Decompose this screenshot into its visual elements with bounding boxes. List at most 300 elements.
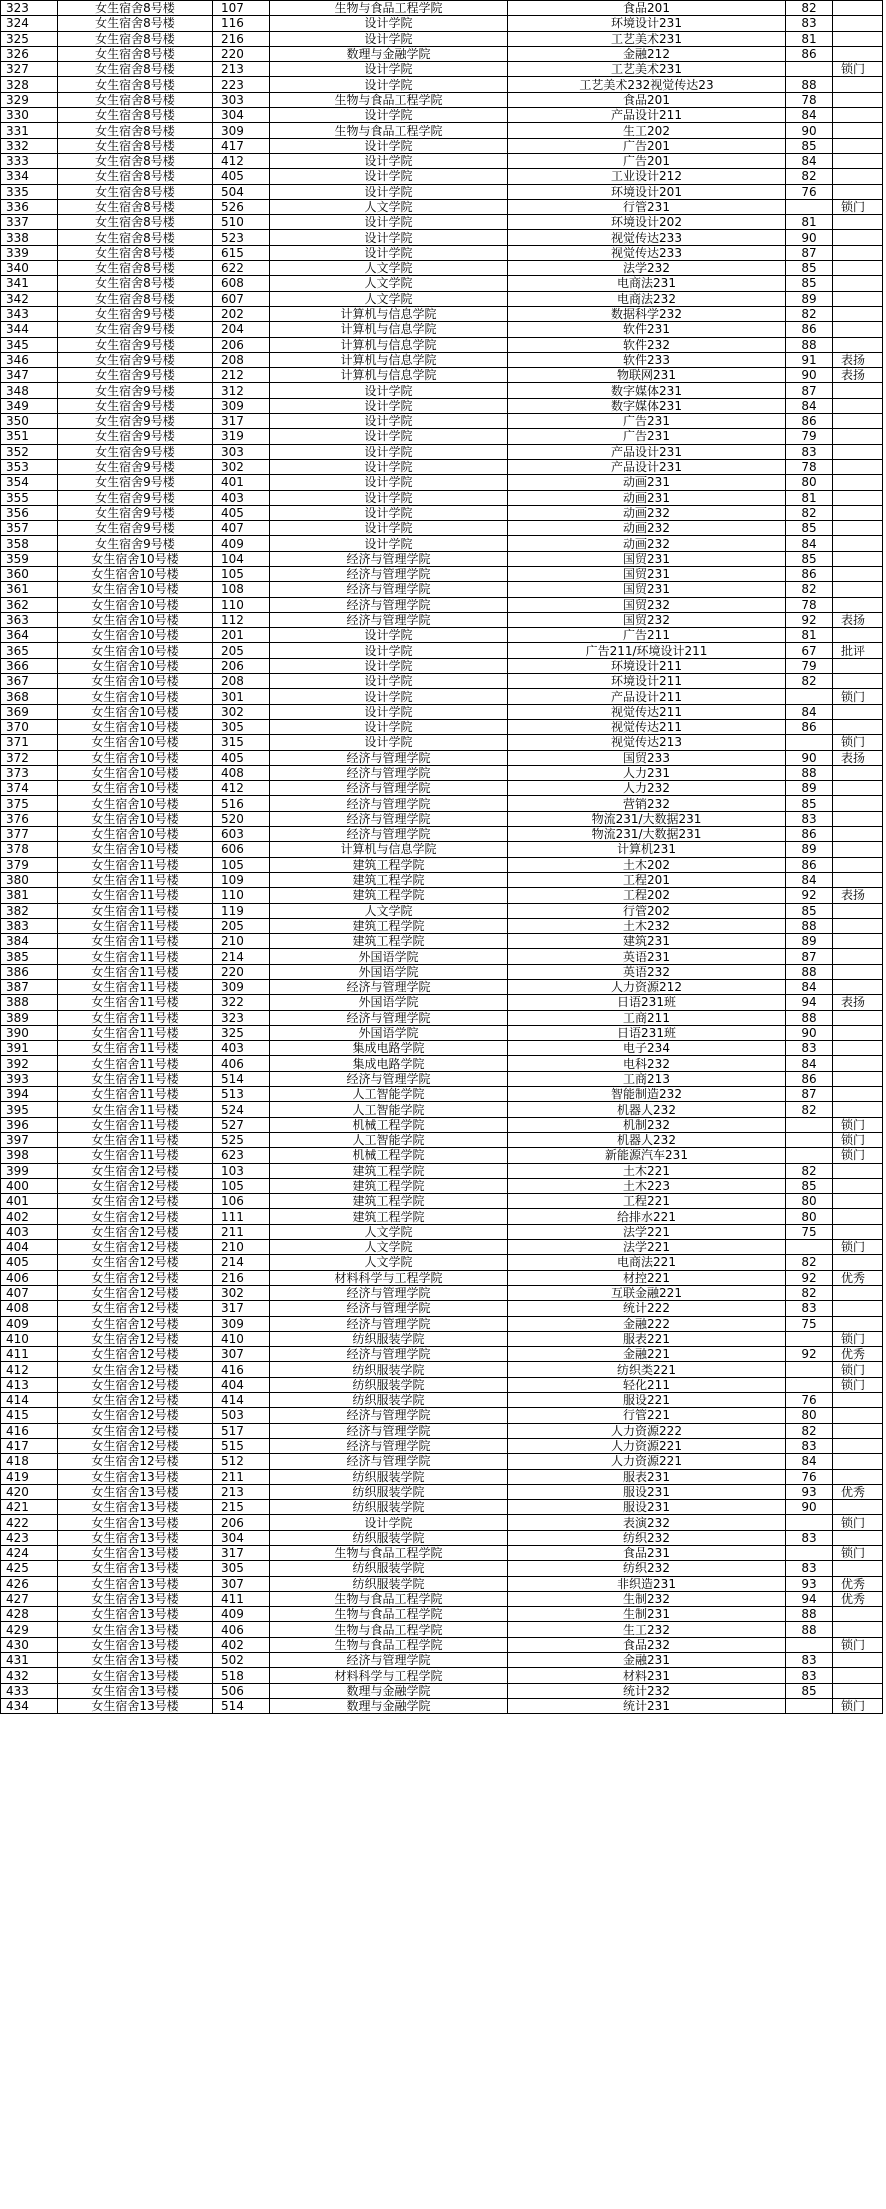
note-cell[interactable] [833,1469,883,1484]
building-cell[interactable]: 女生宿舍12号楼 [58,1362,213,1377]
row-number-cell[interactable]: 403 [1,1224,58,1239]
building-cell[interactable]: 女生宿舍9号楼 [58,429,213,444]
note-cell[interactable] [833,597,883,612]
class-cell[interactable]: 机器人232 [508,1132,786,1147]
college-cell[interactable]: 经济与管理学院 [270,1285,508,1300]
class-cell[interactable]: 土木221 [508,1163,786,1178]
note-cell[interactable] [833,964,883,979]
college-cell[interactable]: 集成电路学院 [270,1056,508,1071]
row-number-cell[interactable]: 327 [1,62,58,77]
building-cell[interactable]: 女生宿舍12号楼 [58,1194,213,1209]
row-number-cell[interactable]: 420 [1,1484,58,1499]
note-cell[interactable]: 优秀 [833,1576,883,1591]
college-cell[interactable]: 设计学院 [270,215,508,230]
class-cell[interactable]: 产品设计211 [508,689,786,704]
class-cell[interactable]: 工业设计212 [508,169,786,184]
class-cell[interactable]: 生制231 [508,1607,786,1622]
building-cell[interactable]: 女生宿舍12号楼 [58,1255,213,1270]
note-cell[interactable]: 锁门 [833,1545,883,1560]
score-cell[interactable]: 86 [786,857,833,872]
college-cell[interactable]: 计算机与信息学院 [270,322,508,337]
college-cell[interactable]: 生物与食品工程学院 [270,1591,508,1606]
class-cell[interactable]: 视觉传达211 [508,704,786,719]
note-cell[interactable] [833,1561,883,1576]
building-cell[interactable]: 女生宿舍10号楼 [58,719,213,734]
building-cell[interactable]: 女生宿舍10号楼 [58,750,213,765]
college-cell[interactable]: 计算机与信息学院 [270,352,508,367]
building-cell[interactable]: 女生宿舍12号楼 [58,1454,213,1469]
row-number-cell[interactable]: 387 [1,980,58,995]
class-cell[interactable]: 电科232 [508,1056,786,1071]
row-number-cell[interactable]: 352 [1,444,58,459]
room-cell[interactable]: 111 [213,1209,270,1224]
room-cell[interactable]: 214 [213,949,270,964]
note-cell[interactable] [833,1454,883,1469]
score-cell[interactable]: 85 [786,261,833,276]
row-number-cell[interactable]: 349 [1,398,58,413]
building-cell[interactable]: 女生宿舍12号楼 [58,1438,213,1453]
college-cell[interactable]: 计算机与信息学院 [270,306,508,321]
room-cell[interactable]: 406 [213,1622,270,1637]
note-cell[interactable] [833,46,883,61]
college-cell[interactable]: 建筑工程学院 [270,934,508,949]
row-number-cell[interactable]: 407 [1,1285,58,1300]
college-cell[interactable]: 经济与管理学院 [270,566,508,581]
room-cell[interactable]: 302 [213,704,270,719]
note-cell[interactable] [833,1668,883,1683]
class-cell[interactable]: 电商法221 [508,1255,786,1270]
building-cell[interactable]: 女生宿舍12号楼 [58,1377,213,1392]
row-number-cell[interactable]: 356 [1,505,58,520]
building-cell[interactable]: 女生宿舍9号楼 [58,383,213,398]
note-cell[interactable] [833,980,883,995]
score-cell[interactable]: 85 [786,1178,833,1193]
room-cell[interactable]: 312 [213,383,270,398]
class-cell[interactable]: 数字媒体231 [508,383,786,398]
row-number-cell[interactable]: 339 [1,245,58,260]
class-cell[interactable]: 互联金融221 [508,1285,786,1300]
note-cell[interactable] [833,108,883,123]
score-cell[interactable]: 75 [786,1316,833,1331]
college-cell[interactable]: 纺织服装学院 [270,1362,508,1377]
note-cell[interactable] [833,949,883,964]
building-cell[interactable]: 女生宿舍13号楼 [58,1591,213,1606]
room-cell[interactable]: 409 [213,536,270,551]
score-cell[interactable]: 90 [786,1500,833,1515]
note-cell[interactable] [833,306,883,321]
building-cell[interactable]: 女生宿舍8号楼 [58,108,213,123]
class-cell[interactable]: 新能源汽车231 [508,1148,786,1163]
building-cell[interactable]: 女生宿舍13号楼 [58,1653,213,1668]
college-cell[interactable]: 材料科学与工程学院 [270,1270,508,1285]
class-cell[interactable]: 电商法231 [508,276,786,291]
college-cell[interactable]: 建筑工程学院 [270,888,508,903]
score-cell[interactable]: 85 [786,1683,833,1698]
row-number-cell[interactable]: 402 [1,1209,58,1224]
class-cell[interactable]: 物流231/大数据231 [508,827,786,842]
college-cell[interactable]: 经济与管理学院 [270,811,508,826]
building-cell[interactable]: 女生宿舍10号楼 [58,827,213,842]
room-cell[interactable]: 204 [213,322,270,337]
class-cell[interactable]: 土木202 [508,857,786,872]
note-cell[interactable] [833,582,883,597]
college-cell[interactable]: 纺织服装学院 [270,1484,508,1499]
score-cell[interactable]: 90 [786,230,833,245]
room-cell[interactable]: 406 [213,1056,270,1071]
row-number-cell[interactable]: 408 [1,1301,58,1316]
room-cell[interactable]: 517 [213,1423,270,1438]
row-number-cell[interactable]: 418 [1,1454,58,1469]
note-cell[interactable] [833,1530,883,1545]
score-cell[interactable]: 80 [786,475,833,490]
score-cell[interactable]: 82 [786,1285,833,1300]
note-cell[interactable] [833,31,883,46]
score-cell[interactable]: 94 [786,995,833,1010]
class-cell[interactable]: 动画232 [508,521,786,536]
room-cell[interactable]: 303 [213,92,270,107]
note-cell[interactable] [833,337,883,352]
building-cell[interactable]: 女生宿舍13号楼 [58,1561,213,1576]
row-number-cell[interactable]: 331 [1,123,58,138]
note-cell[interactable] [833,842,883,857]
class-cell[interactable]: 统计232 [508,1683,786,1698]
row-number-cell[interactable]: 347 [1,368,58,383]
note-cell[interactable]: 优秀 [833,1347,883,1362]
room-cell[interactable]: 119 [213,903,270,918]
building-cell[interactable]: 女生宿舍11号楼 [58,1087,213,1102]
row-number-cell[interactable]: 328 [1,77,58,92]
row-number-cell[interactable]: 397 [1,1132,58,1147]
room-cell[interactable]: 305 [213,719,270,734]
row-number-cell[interactable]: 393 [1,1071,58,1086]
room-cell[interactable]: 323 [213,1010,270,1025]
room-cell[interactable]: 403 [213,1041,270,1056]
note-cell[interactable] [833,153,883,168]
note-cell[interactable] [833,1163,883,1178]
room-cell[interactable]: 408 [213,765,270,780]
class-cell[interactable]: 法学221 [508,1224,786,1239]
building-cell[interactable]: 女生宿舍12号楼 [58,1423,213,1438]
score-cell[interactable]: 85 [786,551,833,566]
note-cell[interactable] [833,429,883,444]
row-number-cell[interactable]: 405 [1,1255,58,1270]
room-cell[interactable]: 515 [213,1438,270,1453]
college-cell[interactable]: 经济与管理学院 [270,612,508,627]
room-cell[interactable]: 216 [213,31,270,46]
college-cell[interactable]: 设计学院 [270,184,508,199]
room-cell[interactable]: 317 [213,1545,270,1560]
class-cell[interactable]: 环境设计201 [508,184,786,199]
class-cell[interactable]: 电商法232 [508,291,786,306]
college-cell[interactable]: 人文学院 [270,261,508,276]
building-cell[interactable]: 女生宿舍9号楼 [58,337,213,352]
college-cell[interactable]: 建筑工程学院 [270,1178,508,1193]
score-cell[interactable]: 83 [786,1561,833,1576]
building-cell[interactable]: 女生宿舍8号楼 [58,123,213,138]
room-cell[interactable]: 223 [213,77,270,92]
score-cell[interactable]: 78 [786,92,833,107]
room-cell[interactable]: 512 [213,1454,270,1469]
class-cell[interactable]: 软件233 [508,352,786,367]
building-cell[interactable]: 女生宿舍8号楼 [58,62,213,77]
college-cell[interactable]: 经济与管理学院 [270,980,508,995]
class-cell[interactable]: 材料231 [508,1668,786,1683]
building-cell[interactable]: 女生宿舍12号楼 [58,1347,213,1362]
college-cell[interactable]: 设计学院 [270,643,508,658]
row-number-cell[interactable]: 392 [1,1056,58,1071]
class-cell[interactable]: 人力231 [508,765,786,780]
row-number-cell[interactable]: 375 [1,796,58,811]
room-cell[interactable]: 210 [213,1240,270,1255]
note-cell[interactable]: 锁门 [833,1698,883,1713]
building-cell[interactable]: 女生宿舍10号楼 [58,674,213,689]
building-cell[interactable]: 女生宿舍9号楼 [58,536,213,551]
room-cell[interactable]: 112 [213,612,270,627]
building-cell[interactable]: 女生宿舍8号楼 [58,230,213,245]
score-cell[interactable]: 88 [786,964,833,979]
college-cell[interactable]: 计算机与信息学院 [270,368,508,383]
row-number-cell[interactable]: 421 [1,1500,58,1515]
college-cell[interactable]: 设计学院 [270,245,508,260]
college-cell[interactable]: 外国语学院 [270,964,508,979]
room-cell[interactable]: 307 [213,1576,270,1591]
score-cell[interactable]: 88 [786,1622,833,1637]
room-cell[interactable]: 206 [213,337,270,352]
class-cell[interactable]: 人力资源221 [508,1454,786,1469]
row-number-cell[interactable]: 358 [1,536,58,551]
building-cell[interactable]: 女生宿舍10号楼 [58,704,213,719]
row-number-cell[interactable]: 376 [1,811,58,826]
note-cell[interactable] [833,1010,883,1025]
score-cell[interactable]: 83 [786,1530,833,1545]
row-number-cell[interactable]: 354 [1,475,58,490]
row-number-cell[interactable]: 346 [1,352,58,367]
class-cell[interactable]: 服表231 [508,1469,786,1484]
class-cell[interactable]: 食品201 [508,1,786,16]
building-cell[interactable]: 女生宿舍8号楼 [58,245,213,260]
row-number-cell[interactable]: 433 [1,1683,58,1698]
class-cell[interactable]: 行管202 [508,903,786,918]
row-number-cell[interactable]: 377 [1,827,58,842]
college-cell[interactable]: 设计学院 [270,414,508,429]
note-cell[interactable] [833,628,883,643]
score-cell[interactable]: 80 [786,1408,833,1423]
row-number-cell[interactable]: 423 [1,1530,58,1545]
room-cell[interactable]: 211 [213,1224,270,1239]
room-cell[interactable]: 309 [213,123,270,138]
room-cell[interactable]: 504 [213,184,270,199]
building-cell[interactable]: 女生宿舍8号楼 [58,31,213,46]
score-cell[interactable] [786,1637,833,1652]
room-cell[interactable]: 105 [213,857,270,872]
college-cell[interactable]: 纺织服装学院 [270,1393,508,1408]
row-number-cell[interactable]: 353 [1,459,58,474]
college-cell[interactable]: 设计学院 [270,398,508,413]
college-cell[interactable]: 经济与管理学院 [270,582,508,597]
college-cell[interactable]: 生物与食品工程学院 [270,123,508,138]
note-cell[interactable] [833,261,883,276]
class-cell[interactable]: 英语232 [508,964,786,979]
room-cell[interactable]: 402 [213,1637,270,1652]
building-cell[interactable]: 女生宿舍11号楼 [58,1071,213,1086]
college-cell[interactable]: 纺织服装学院 [270,1561,508,1576]
class-cell[interactable]: 国贸232 [508,597,786,612]
building-cell[interactable]: 女生宿舍11号楼 [58,1132,213,1147]
note-cell[interactable]: 表扬 [833,612,883,627]
building-cell[interactable]: 女生宿舍11号楼 [58,995,213,1010]
room-cell[interactable]: 317 [213,414,270,429]
row-number-cell[interactable]: 334 [1,169,58,184]
row-number-cell[interactable]: 360 [1,566,58,581]
building-cell[interactable]: 女生宿舍10号楼 [58,551,213,566]
score-cell[interactable] [786,62,833,77]
room-cell[interactable]: 302 [213,1285,270,1300]
building-cell[interactable]: 女生宿舍11号楼 [58,964,213,979]
note-cell[interactable] [833,1316,883,1331]
note-cell[interactable] [833,1194,883,1209]
building-cell[interactable]: 女生宿舍11号楼 [58,1117,213,1132]
row-number-cell[interactable]: 430 [1,1637,58,1652]
building-cell[interactable]: 女生宿舍8号楼 [58,261,213,276]
score-cell[interactable]: 90 [786,750,833,765]
row-number-cell[interactable]: 351 [1,429,58,444]
note-cell[interactable] [833,719,883,734]
note-cell[interactable] [833,215,883,230]
building-cell[interactable]: 女生宿舍13号楼 [58,1545,213,1560]
note-cell[interactable]: 优秀 [833,1591,883,1606]
room-cell[interactable]: 214 [213,1255,270,1270]
score-cell[interactable]: 82 [786,1423,833,1438]
score-cell[interactable]: 86 [786,566,833,581]
row-number-cell[interactable]: 336 [1,199,58,214]
college-cell[interactable]: 经济与管理学院 [270,1454,508,1469]
score-cell[interactable] [786,1132,833,1147]
building-cell[interactable]: 女生宿舍9号楼 [58,459,213,474]
score-cell[interactable]: 84 [786,398,833,413]
class-cell[interactable]: 工商213 [508,1071,786,1086]
row-number-cell[interactable]: 415 [1,1408,58,1423]
class-cell[interactable]: 生工232 [508,1622,786,1637]
building-cell[interactable]: 女生宿舍11号楼 [58,1041,213,1056]
note-cell[interactable] [833,1653,883,1668]
score-cell[interactable]: 88 [786,1010,833,1025]
college-cell[interactable]: 数理与金融学院 [270,1698,508,1713]
row-number-cell[interactable]: 414 [1,1393,58,1408]
room-cell[interactable]: 106 [213,1194,270,1209]
row-number-cell[interactable]: 410 [1,1331,58,1346]
score-cell[interactable]: 83 [786,16,833,31]
building-cell[interactable]: 女生宿舍8号楼 [58,169,213,184]
row-number-cell[interactable]: 384 [1,934,58,949]
note-cell[interactable] [833,1178,883,1193]
score-cell[interactable] [786,1117,833,1132]
class-cell[interactable]: 国贸233 [508,750,786,765]
college-cell[interactable]: 计算机与信息学院 [270,842,508,857]
college-cell[interactable]: 经济与管理学院 [270,551,508,566]
note-cell[interactable]: 表扬 [833,888,883,903]
room-cell[interactable]: 506 [213,1683,270,1698]
college-cell[interactable]: 经济与管理学院 [270,1301,508,1316]
college-cell[interactable]: 经济与管理学院 [270,1347,508,1362]
college-cell[interactable]: 集成电路学院 [270,1041,508,1056]
score-cell[interactable]: 88 [786,918,833,933]
building-cell[interactable]: 女生宿舍10号楼 [58,612,213,627]
building-cell[interactable]: 女生宿舍12号楼 [58,1301,213,1316]
class-cell[interactable]: 数字媒体231 [508,398,786,413]
room-cell[interactable]: 302 [213,459,270,474]
score-cell[interactable] [786,199,833,214]
score-cell[interactable]: 84 [786,1454,833,1469]
college-cell[interactable]: 生物与食品工程学院 [270,92,508,107]
score-cell[interactable]: 86 [786,719,833,734]
row-number-cell[interactable]: 370 [1,719,58,734]
room-cell[interactable]: 416 [213,1362,270,1377]
college-cell[interactable]: 设计学院 [270,521,508,536]
college-cell[interactable]: 人文学院 [270,903,508,918]
class-cell[interactable]: 国贸232 [508,612,786,627]
row-number-cell[interactable]: 364 [1,628,58,643]
class-cell[interactable]: 行管231 [508,199,786,214]
class-cell[interactable]: 产品设计231 [508,459,786,474]
note-cell[interactable] [833,674,883,689]
score-cell[interactable]: 86 [786,322,833,337]
room-cell[interactable]: 304 [213,108,270,123]
college-cell[interactable]: 设计学院 [270,108,508,123]
note-cell[interactable]: 表扬 [833,368,883,383]
note-cell[interactable] [833,16,883,31]
score-cell[interactable] [786,1698,833,1713]
building-cell[interactable]: 女生宿舍13号楼 [58,1469,213,1484]
college-cell[interactable]: 生物与食品工程学院 [270,1622,508,1637]
score-cell[interactable] [786,689,833,704]
class-cell[interactable]: 纺织类221 [508,1362,786,1377]
score-cell[interactable]: 82 [786,169,833,184]
note-cell[interactable] [833,536,883,551]
score-cell[interactable]: 76 [786,184,833,199]
college-cell[interactable]: 纺织服装学院 [270,1576,508,1591]
note-cell[interactable] [833,1071,883,1086]
score-cell[interactable]: 85 [786,796,833,811]
row-number-cell[interactable]: 394 [1,1087,58,1102]
class-cell[interactable]: 行管221 [508,1408,786,1423]
class-cell[interactable]: 服表221 [508,1331,786,1346]
row-number-cell[interactable]: 338 [1,230,58,245]
building-cell[interactable]: 女生宿舍8号楼 [58,92,213,107]
row-number-cell[interactable]: 324 [1,16,58,31]
note-cell[interactable] [833,1087,883,1102]
class-cell[interactable]: 工程202 [508,888,786,903]
college-cell[interactable]: 经济与管理学院 [270,1408,508,1423]
room-cell[interactable]: 502 [213,1653,270,1668]
room-cell[interactable]: 304 [213,1530,270,1545]
note-cell[interactable] [833,1041,883,1056]
college-cell[interactable]: 经济与管理学院 [270,1010,508,1025]
college-cell[interactable]: 经济与管理学院 [270,750,508,765]
college-cell[interactable]: 设计学院 [270,674,508,689]
note-cell[interactable]: 锁门 [833,1331,883,1346]
building-cell[interactable]: 女生宿舍10号楼 [58,643,213,658]
room-cell[interactable]: 220 [213,964,270,979]
college-cell[interactable]: 人工智能学院 [270,1132,508,1147]
class-cell[interactable]: 营销232 [508,796,786,811]
score-cell[interactable]: 90 [786,123,833,138]
room-cell[interactable]: 105 [213,566,270,581]
college-cell[interactable]: 设计学院 [270,153,508,168]
room-cell[interactable]: 208 [213,352,270,367]
score-cell[interactable]: 88 [786,337,833,352]
score-cell[interactable]: 78 [786,597,833,612]
college-cell[interactable]: 建筑工程学院 [270,857,508,872]
